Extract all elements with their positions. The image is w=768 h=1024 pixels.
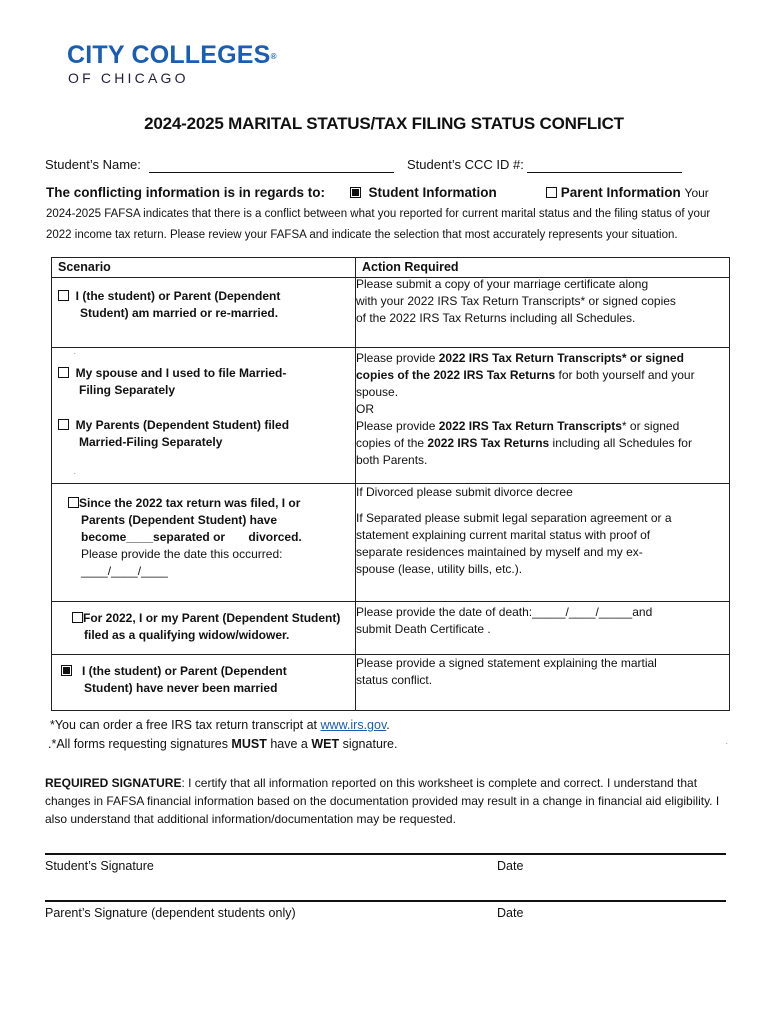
widow-checkbox[interactable] [72, 612, 83, 623]
action-cell: Please provide the date of death:_____/____/_____and submit Death Certificate . [356, 602, 730, 655]
scenario-cell: I (the student) or Parent (Dependent Student) have never been married [52, 655, 356, 711]
student-name-label: Student’s Name: [45, 157, 141, 172]
page-title: 2024-2025 MARITAL STATUS/TAX FILING STATUS CONFLICT [144, 114, 624, 133]
student-signature-label: Student’s Signature [45, 859, 154, 873]
action-cell: If Divorced please submit divorce decree If Separated please submit legal separation agreement or a statement explaining current marital status with proof of separate residences maintained by myself and my ex- spouse (lease, utility bills, etc.). [356, 484, 730, 602]
never-married-checkbox[interactable] [61, 665, 72, 676]
conflict-label: The conflicting information is in regards to: [46, 185, 326, 200]
parent-signature-label: Parent’s Signature (dependent students only) [45, 906, 296, 920]
student-id-label: Student’s CCC ID #: [407, 157, 524, 172]
married-checkbox[interactable] [58, 290, 69, 301]
scenario-text: I (the student) or Parent (Dependent [75, 289, 281, 303]
logo-city-colleges: CITY COLLEGES® [67, 41, 277, 69]
parent-information-checkbox[interactable] [546, 187, 557, 198]
scenario-table [51, 257, 730, 711]
header-action-required: Action Required [356, 258, 730, 278]
scenario-cell: For 2022, I or my Parent (Dependent Student) filed as a qualifying widow/widower. [52, 602, 356, 655]
scenario-cell: . My spouse and I used to file Married- Filing Separately My Parents (Dependent Student) filed Married-Filing Separately . [52, 348, 356, 484]
irs-footnote: *You can order a free IRS tax return transcript at www.irs.gov. [50, 718, 390, 732]
student-information-checkbox[interactable] [350, 187, 361, 198]
action-cell: Please submit a copy of your marriage certificate along with your 2022 IRS Tax Return Transcripts* or signed copies of the 2022 IRS Tax Returns including all Schedules. [356, 278, 730, 348]
parent-signature-line[interactable] [45, 900, 726, 902]
header-scenario: Scenario [52, 258, 356, 278]
spouse-mfs-checkbox[interactable] [58, 367, 69, 378]
wet-signature-footnote: .*All forms requesting signatures MUST have a WET signature. [48, 737, 398, 751]
parents-mfs-checkbox[interactable] [58, 419, 69, 430]
action-cell: Please provide a signed statement explaining the martial status conflict. [356, 655, 730, 711]
table-row [52, 348, 730, 484]
separated-divorced-checkbox[interactable] [68, 497, 79, 508]
student-signature-line[interactable] [45, 853, 726, 855]
student-information-option[interactable]: Student Information [350, 184, 497, 202]
student-id-field[interactable] [527, 172, 682, 173]
student-date-label: Date [497, 859, 524, 873]
table-row [52, 278, 730, 348]
logo-of-chicago: OF CHICAGO [68, 70, 189, 86]
intro-line-1: 2024-2025 FAFSA indicates that there is a conflict between what you reported for current marital status and the filing status of your [46, 208, 711, 220]
parent-date-label: Date [497, 906, 524, 920]
table-row [52, 484, 730, 602]
registered-mark: ® [270, 52, 277, 61]
scenario-cell: Since the 2022 tax return was filed, I or Parents (Dependent Student) have become____separated or divorced. Please provide the date this occurred: ____/____/____ [52, 484, 356, 602]
table-header-row [52, 258, 730, 278]
intro-line-2: 2022 income tax return. Please review your FAFSA and indicate the selection that most accurately represents your situation. [46, 229, 678, 241]
stray-mark: . [726, 740, 728, 746]
irs-link[interactable]: www.irs.gov [320, 718, 387, 732]
scenario-cell: I (the student) or Parent (Dependent Student) am married or re-married. [52, 278, 356, 348]
action-cell: Please provide 2022 IRS Tax Return Transcripts* or signed copies of the 2022 IRS Tax Returns for both yourself and your spouse. OR Please provide 2022 IRS Tax Return Transcripts* or signed copies of the 2022 IRS Tax Returns including all Schedules for both Parents. [356, 348, 730, 484]
table-row [52, 655, 730, 711]
required-signature-text: REQUIRED SIGNATURE: I certify that all information reported on this worksheet is complete and correct. I understand that changes in FAFSA financial information based on the documentation provided may result in a change in financial aid eligibility. I also understand that additional information/documentation may be requested. [45, 776, 720, 826]
parent-information-option[interactable]: Parent Information Your [546, 184, 709, 202]
table-row [52, 602, 730, 655]
student-name-field[interactable] [149, 172, 394, 173]
